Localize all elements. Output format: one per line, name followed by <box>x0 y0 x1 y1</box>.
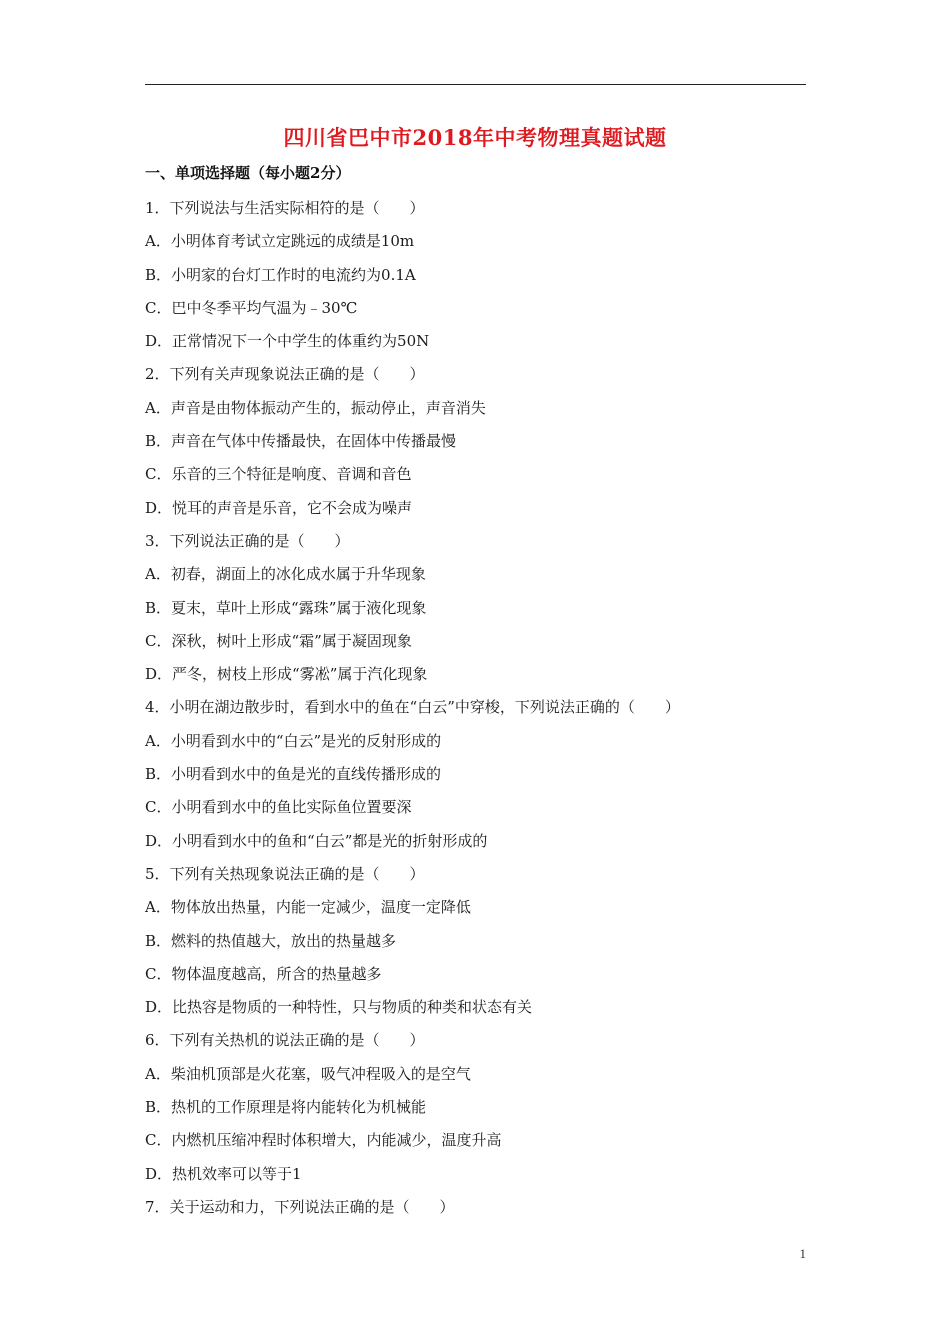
answer-option: A．声音是由物体振动产生的，振动停止，声音消失 <box>145 398 486 417</box>
answer-option: A．物体放出热量，内能一定减少，温度一定降低 <box>145 898 471 917</box>
question-stem: 6．下列有关热机的说法正确的是（ ） <box>145 1031 425 1050</box>
answer-option: A．小明看到水中的“白云”是光的反射形成的 <box>145 731 442 750</box>
answer-option: A．初春，湖面上的冰化成水属于升华现象 <box>145 565 426 584</box>
question-stem: 4．小明在湖边散步时，看到水中的鱼在“白云”中穿梭，下列说法正确的（ ） <box>145 698 680 717</box>
answer-option: B．夏末，草叶上形成“露珠”属于液化现象 <box>145 598 427 617</box>
answer-option: B．小明看到水中的鱼是光的直线传播形成的 <box>145 765 442 784</box>
question-stem: 7．关于运动和力，下列说法正确的是（ ） <box>145 1197 455 1216</box>
page-number: 1 <box>799 1246 806 1261</box>
document-title: 四川省巴中市2018年中考物理真题试题 <box>283 125 667 150</box>
answer-option: C．深秋，树叶上形成“霜”属于凝固现象 <box>145 631 412 650</box>
answer-option: D．严冬，树枝上形成“雾凇”属于汽化现象 <box>145 665 428 684</box>
header-rule <box>145 84 806 85</box>
section-heading: 一、单项选择题（每小题2分） <box>145 164 351 182</box>
answer-option: B．燃料的热值越大，放出的热量越多 <box>145 931 397 950</box>
answer-option: D．正常情况下一个中学生的体重约为50N <box>145 332 430 351</box>
question-stem: 5．下列有关热现象说法正确的是（ ） <box>145 864 425 883</box>
answer-option: B．小明家的台灯工作时的电流约为0.1A <box>145 265 416 284</box>
question-stem: 2．下列有关声现象说法正确的是（ ） <box>145 365 425 384</box>
answer-option: A．柴油机顶部是火花塞，吸气冲程吸入的是空气 <box>145 1064 471 1083</box>
answer-option: C．内燃机压缩冲程时体积增大，内能减少，温度升高 <box>145 1131 502 1150</box>
question-stem: 3．下列说法正确的是（ ） <box>145 531 350 550</box>
answer-option: D．比热容是物质的一种特性，只与物质的种类和状态有关 <box>145 998 533 1017</box>
answer-option: C．乐音的三个特征是响度、音调和音色 <box>145 465 412 484</box>
answer-option: B．声音在气体中传播最快，在固体中传播最慢 <box>145 432 457 451</box>
answer-option: D．小明看到水中的鱼和“白云”都是光的折射形成的 <box>145 831 488 850</box>
answer-option: A．小明体育考试立定跳远的成绩是10m <box>145 232 415 251</box>
answer-option: B．热机的工作原理是将内能转化为机械能 <box>145 1098 427 1117</box>
answer-option: D．热机效率可以等于1 <box>145 1164 302 1183</box>
question-list <box>145 192 806 1224</box>
answer-option: C．物体温度越高，所含的热量越多 <box>145 964 382 983</box>
question-stem: 1．下列说法与生活实际相符的是（ ） <box>145 199 425 217</box>
answer-option: D．悦耳的声音是乐音，它不会成为噪声 <box>145 498 413 517</box>
answer-option: C．小明看到水中的鱼比实际鱼位置要深 <box>145 798 412 817</box>
answer-option: C．巴中冬季平均气温为﹣30℃ <box>145 298 358 317</box>
